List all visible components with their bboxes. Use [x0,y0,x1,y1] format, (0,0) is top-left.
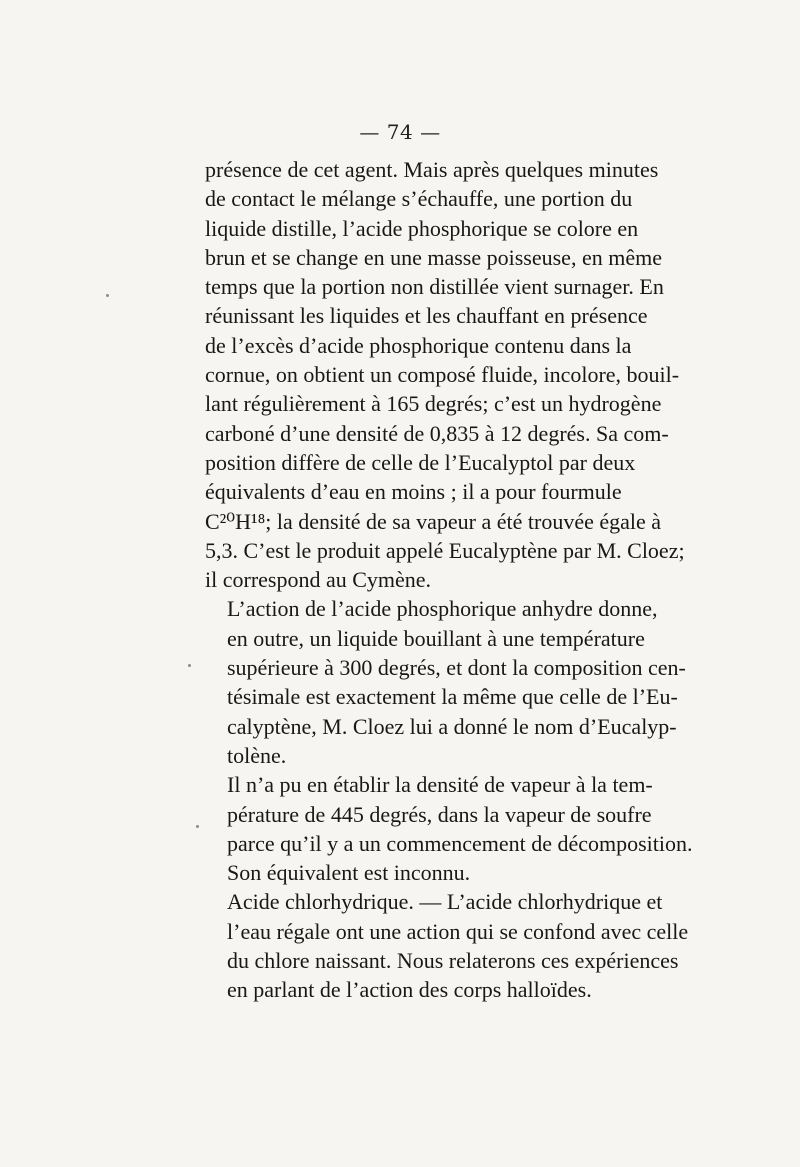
ink-dot [196,825,199,828]
text-line: de l’excès d’acide phosphorique contenu dans la [205,332,632,358]
text-line: présence de cet agent. Mais après quelques minutes [205,157,659,182]
paragraph-1 [205,155,685,594]
text-line: de contact le mélange s’échauffe, une portion du [205,186,633,212]
text-line: il correspond au Cymène. [205,567,432,593]
text-line: temps que la portion non distillée vient surnager. En [205,274,664,300]
text-line: lant régulièrement à 165 degrés; c’est un hydrogène [205,391,662,417]
page-number: — 74 — [359,120,441,144]
text-line: C²⁰H¹⁸; la densité de sa vapeur a été trouvée égale à [205,508,662,534]
text-line: brun et se change en une masse poisseuse, en même [205,244,662,270]
text-line: du chlore naissant. Nous relaterons ces expériences [227,948,679,974]
text-line: L’action de l’acide phosphorique anhydre donne, [227,596,658,622]
text-line: tésimale est exactement la même que celle de l’Eu- [227,684,678,710]
text-line: supérieure à 300 degrés, et dont la composition cen- [227,655,686,681]
text-line: position diffère de celle de l’Eucalyptol par deux [205,449,636,475]
text-line: Acide chlorhydrique. — L’acide chlorhydrique et [227,889,663,915]
paragraph-4 [205,887,689,1004]
text-line: calyptène, M. Cloez lui a donné le nom d’Eucalyp- [227,713,677,739]
text-line: liquide distille, l’acide phosphorique se colore en [205,215,639,241]
ink-dot [106,294,109,297]
text-line: carboné d’une densité de 0,835 à 12 degrés. Sa com- [205,420,669,446]
text-line: cornue, on obtient un composé fluide, incolore, bouil- [205,362,680,388]
page-body [205,155,693,1005]
paragraph-3 [205,770,693,887]
text-line: tolène. [227,742,287,768]
text-line: équivalents d’eau en moins ; il a pour fourmule [205,479,622,505]
text-line: en outre, un liquide bouillant à une température [227,625,645,651]
text-line: parce qu’il y a un commencement de décomposition. [227,830,693,856]
text-line: l’eau régale ont une action qui se confond avec celle [227,918,689,944]
text-line: Il n’a pu en établir la densité de vapeur à la tem- [227,772,653,798]
text-line: 5,3. C’est le produit appelé Eucalyptène par M. Cloez; [205,537,685,563]
paragraph-2 [205,594,686,770]
ink-dot [188,664,191,667]
text-line: en parlant de l’action des corps halloïdes. [227,977,592,1003]
text-line: Son équivalent est inconnu. [227,860,471,886]
text-line: pérature de 445 degrés, dans la vapeur de soufre [227,801,652,827]
text-line: réunissant les liquides et les chauffant en présence [205,303,648,329]
